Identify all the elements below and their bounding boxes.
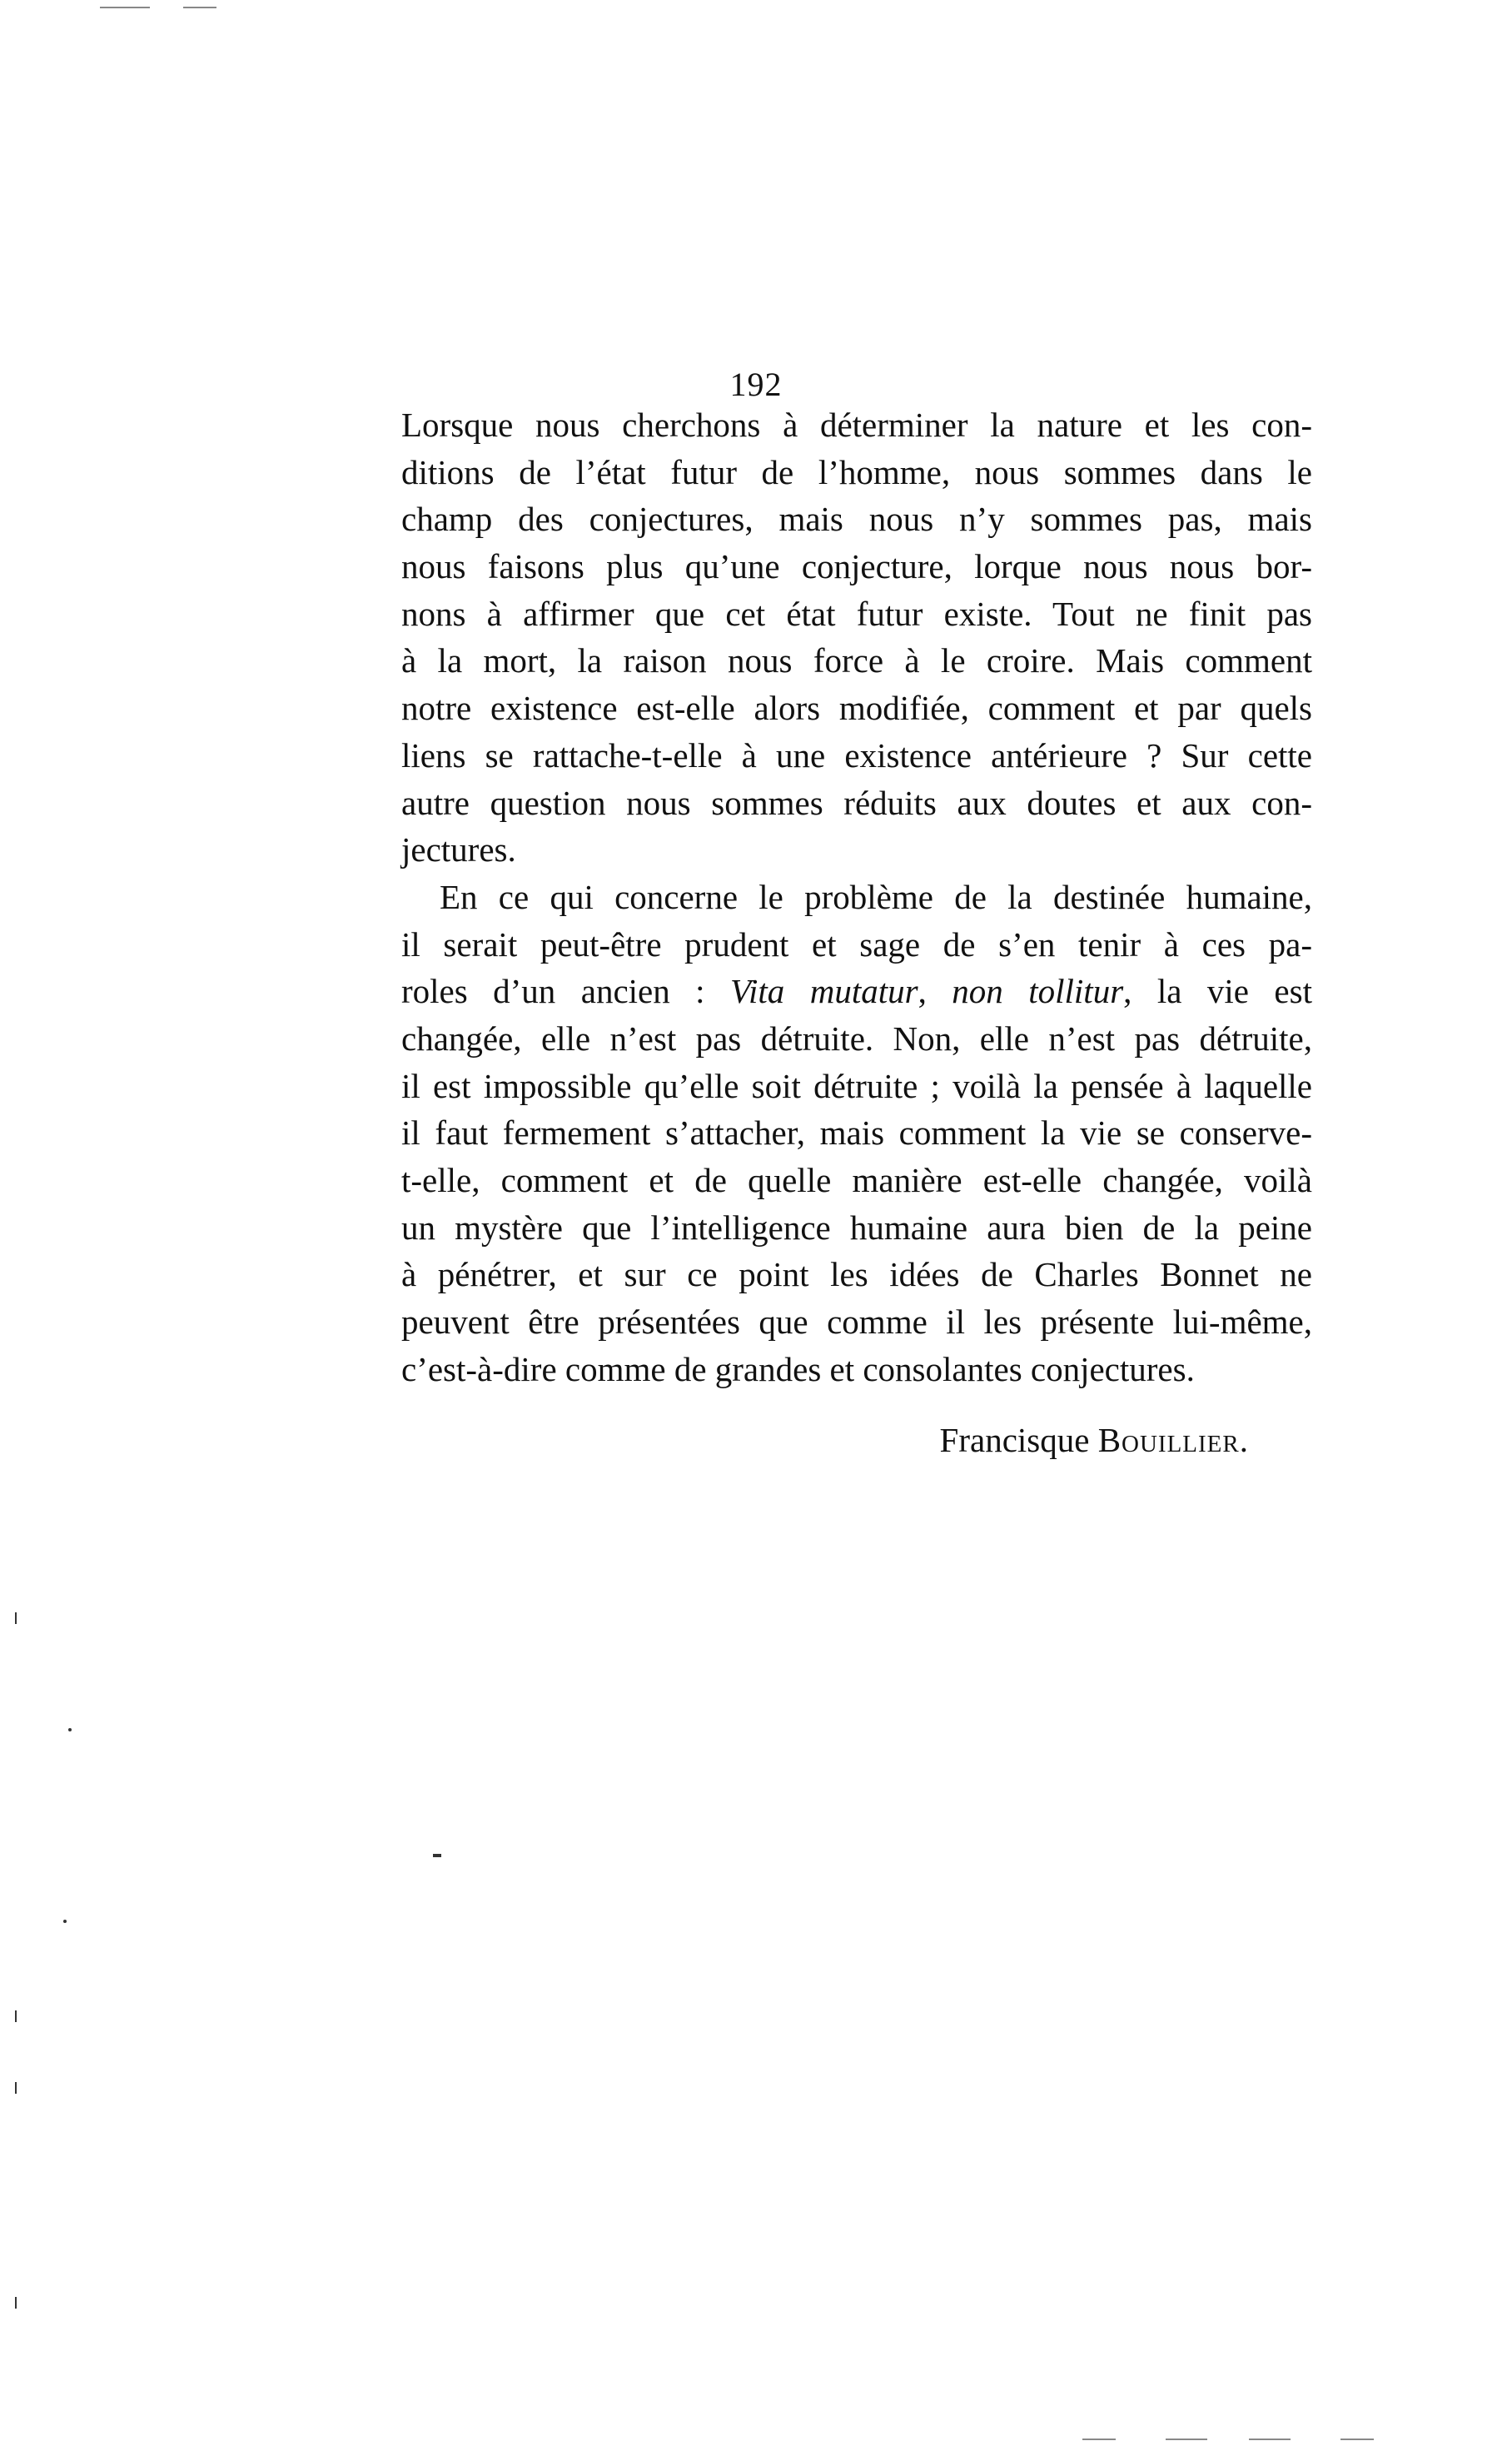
body-text bbox=[401, 401, 1312, 1392]
quote-line-before: roles d’un ancien : bbox=[401, 972, 731, 1011]
text-line: champ des conjectures, mais nous n’y sommes pas, mais bbox=[401, 500, 1312, 539]
top-scan-rule bbox=[183, 7, 216, 8]
text-line: à pénétrer, et sur ce point les idées de Charles Bonnet ne bbox=[401, 1255, 1312, 1294]
text-line: un mystère que l’intelligence humaine aura bien de la peine bbox=[401, 1208, 1312, 1247]
margin-dot bbox=[68, 1728, 72, 1731]
text-line: autre question nous sommes réduits aux doutes et aux con- bbox=[401, 783, 1312, 822]
top-scan-rule bbox=[100, 7, 150, 8]
text-line: il est impossible qu’elle soit détruite ; voilà la pensée à laquelle bbox=[401, 1066, 1312, 1105]
page-number: 192 bbox=[729, 366, 783, 403]
text-line: c’est-à-dire comme de grandes et consolantes conjectures. bbox=[401, 1349, 1195, 1388]
margin-dot bbox=[15, 2010, 17, 2022]
author-first-name: Francisque bbox=[939, 1421, 1090, 1459]
quote-line-comma: , bbox=[918, 972, 952, 1011]
text-line: jectures. bbox=[401, 830, 516, 869]
latin-quote-part-2: non tollitur bbox=[952, 972, 1124, 1011]
text-line: ditions de l’état futur de l’homme, nous sommes dans le bbox=[401, 452, 1312, 491]
text-line: nous faisons plus qu’une conjecture, lorque nous nous bor- bbox=[401, 547, 1312, 586]
text-line: changée, elle n’est pas détruite. Non, elle n’est pas détruite, bbox=[401, 1019, 1312, 1058]
text-line: notre existence est-elle alors modifiée, comment et par quels bbox=[401, 689, 1312, 728]
text-line: il faut fermement s’attacher, mais comment la vie se conserve- bbox=[401, 1113, 1312, 1153]
bottom-scan-rule bbox=[1340, 2439, 1374, 2440]
author-last-name: Bouillier. bbox=[1097, 1421, 1249, 1459]
bottom-scan-rule bbox=[1249, 2439, 1291, 2440]
margin-dot bbox=[15, 1612, 17, 1624]
text-line: nons à affirmer que cet état futur existe. Tout ne finit pas bbox=[401, 594, 1312, 633]
quote-line-after: , la vie est bbox=[1123, 972, 1312, 1011]
bottom-scan-rule bbox=[1166, 2439, 1207, 2440]
latin-quote-part-1: Vita mutatur bbox=[730, 972, 918, 1011]
text-line: liens se rattache-t-elle à une existence antérieure ? Sur cette bbox=[401, 735, 1312, 775]
bottom-scan-rule bbox=[1082, 2439, 1116, 2440]
text-line: En ce qui concerne le problème de la destinée humaine, bbox=[440, 877, 1312, 916]
quote-line bbox=[401, 968, 1312, 1015]
text-line: t-elle, comment et de quelle manière est-elle changée, voilà bbox=[401, 1161, 1312, 1199]
margin-dot bbox=[15, 2082, 17, 2094]
text-line: à la mort, la raison nous force à le croire. Mais comment bbox=[401, 641, 1312, 680]
text-line: il serait peut-être prudent et sage de s’en tenir à ces pa- bbox=[401, 924, 1312, 964]
margin-dot bbox=[63, 1920, 67, 1923]
author-signature bbox=[0, 1420, 1249, 1460]
text-line: Lorsque nous cherchons à déterminer la nature et les con- bbox=[401, 406, 1312, 444]
margin-dot bbox=[433, 1854, 441, 1857]
text-line: peuvent être présentées que comme il les présente lui-même, bbox=[401, 1303, 1312, 1342]
margin-dot bbox=[15, 2297, 17, 2309]
